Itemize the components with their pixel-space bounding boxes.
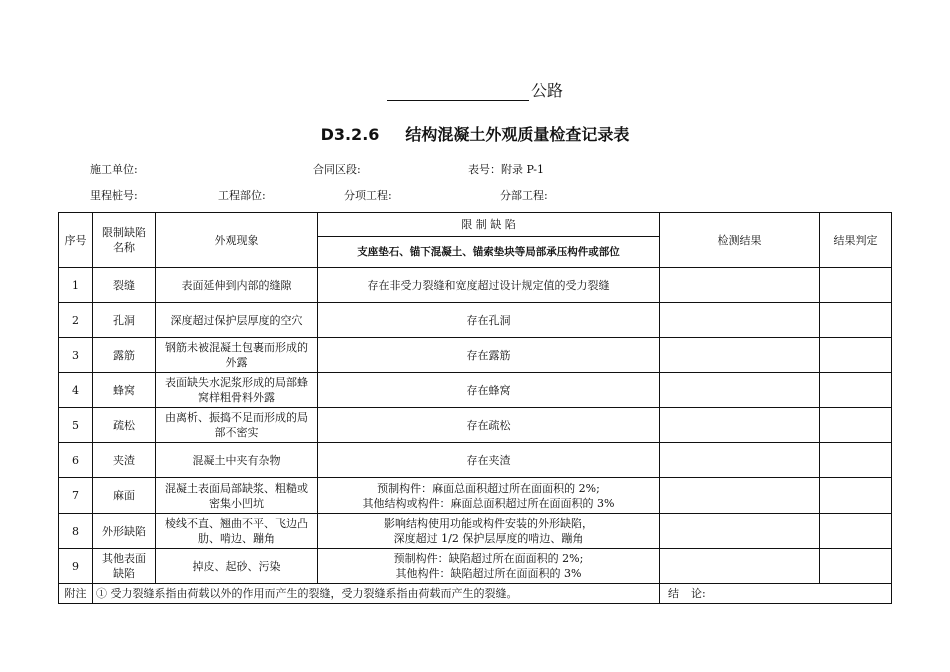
table-row	[59, 338, 892, 373]
row-appearance-line: 混凝土表面局部缺浆、粗糙或	[165, 481, 308, 495]
form-name: 结构混凝土外观质量检查记录表	[405, 125, 630, 144]
row-judgment-input[interactable]	[820, 443, 892, 478]
chainage-label: 里程桩号:	[90, 189, 138, 202]
row-limit-line: 存在露筋	[466, 348, 511, 362]
row-defect-name-line: 疏松	[113, 418, 135, 432]
row-result-input[interactable]	[660, 549, 820, 584]
footer-note: ① 受力裂缝系指由荷载以外的作用而产生的裂缝，受力裂缝系指由荷载而产生的裂缝。	[93, 584, 660, 604]
row-result-input[interactable]	[660, 408, 820, 443]
row-appearance-line: 表面缺失水泥浆形成的局部蜂	[165, 376, 308, 389]
row-limit-line: 其他结构或构件：麻面总面积超过所在面面积的 3%	[362, 496, 615, 510]
row-result-input[interactable]	[660, 303, 820, 338]
row-appearance-line: 深度超过保护层厚度的空穴	[170, 313, 303, 327]
row-appearance	[156, 408, 318, 443]
conclusion-cell[interactable]	[660, 584, 892, 604]
row-limit	[318, 478, 660, 514]
inspection-table	[58, 212, 892, 604]
row-defect-name	[93, 268, 156, 303]
row-defect-name-line: 裂缝	[113, 278, 135, 292]
row-limit-line: 影响结构使用功能或构件安装的外形缺陷，	[384, 517, 593, 530]
row-limit-line: 存在蜂窝	[466, 383, 511, 397]
row-limit	[318, 514, 660, 549]
division-label: 分部工程:	[500, 189, 548, 202]
header-limit-sub: 支座垫石、锚下混凝土、锚索垫块等局部承压构件或部位	[318, 237, 660, 268]
construction-unit-label: 施工单位:	[90, 163, 138, 176]
project-part-label: 工程部位:	[218, 189, 266, 202]
contract-section-label: 合同区段:	[313, 163, 361, 176]
row-seq: 3	[59, 338, 93, 373]
row-appearance	[156, 443, 318, 478]
header-judgment: 结果判定	[820, 213, 892, 268]
row-limit	[318, 303, 660, 338]
row-result-input[interactable]	[660, 338, 820, 373]
footer-label: 附注	[59, 584, 93, 604]
row-appearance	[156, 338, 318, 373]
row-defect-name-line: 蜂窝	[113, 383, 135, 397]
row-judgment-input[interactable]	[820, 514, 892, 549]
row-appearance	[156, 268, 318, 303]
row-seq: 4	[59, 373, 93, 408]
row-limit-line: 深度超过 1/2 保护层厚度的啃边、蹦角	[393, 532, 584, 545]
row-defect-name-line: 夹渣	[113, 453, 135, 467]
road-name-blank[interactable]	[387, 82, 529, 101]
row-defect-name	[93, 373, 156, 408]
row-limit	[318, 373, 660, 408]
row-result-input[interactable]	[660, 373, 820, 408]
row-appearance	[156, 478, 318, 514]
row-defect-name-line: 其他表面	[102, 552, 146, 565]
row-appearance-line: 表面延伸到内部的缝隙	[181, 278, 292, 292]
header-defect-line1: 限制缺陷	[102, 226, 146, 239]
header-result: 检测结果	[660, 213, 820, 268]
header-appearance: 外观现象	[156, 213, 318, 268]
header-seq: 序号	[59, 213, 93, 268]
row-seq: 1	[59, 268, 93, 303]
table-row	[59, 268, 892, 303]
row-appearance-line: 部不密实	[214, 426, 259, 439]
table-row	[59, 303, 892, 338]
table-row	[59, 443, 892, 478]
row-appearance-line: 棱线不直、翘曲不平、飞边凸	[165, 517, 308, 530]
row-judgment-input[interactable]	[820, 408, 892, 443]
row-appearance-line: 肋、啃边、蹦角	[198, 532, 275, 545]
row-seq: 2	[59, 303, 93, 338]
row-result-input[interactable]	[660, 478, 820, 514]
form-code: D3.2.6	[320, 125, 380, 144]
row-judgment-input[interactable]	[820, 338, 892, 373]
row-limit-line: 存在夹渣	[466, 453, 511, 467]
table-row	[59, 373, 892, 408]
conclusion-label: 结	[668, 587, 679, 600]
row-defect-name-line: 露筋	[113, 348, 135, 362]
row-limit-line: 存在非受力裂缝和宽度超过设计规定值的受力裂缝	[367, 278, 610, 292]
row-seq: 5	[59, 408, 93, 443]
row-appearance-line: 窝样粗骨料外露	[198, 391, 275, 404]
row-defect-name	[93, 478, 156, 514]
row-appearance-line: 外露	[225, 356, 248, 369]
row-defect-name-line: 缺陷	[113, 567, 135, 580]
row-seq: 9	[59, 549, 93, 584]
row-limit-line: 其他构件：缺陷超过所在面面积的 3%	[395, 567, 582, 580]
form-number: 表号：附录 P-1	[468, 163, 545, 176]
conclusion-label-2: 论:	[691, 587, 706, 600]
row-limit-line: 预制构件：麻面总面积超过所在面面积的 2%;	[377, 481, 600, 495]
table-row	[59, 408, 892, 443]
row-seq: 8	[59, 514, 93, 549]
row-defect-name	[93, 408, 156, 443]
row-defect-name	[93, 338, 156, 373]
row-limit	[318, 408, 660, 443]
row-limit	[318, 338, 660, 373]
row-judgment-input[interactable]	[820, 478, 892, 514]
row-appearance	[156, 514, 318, 549]
road-suffix: 公路	[530, 81, 563, 100]
header-limit: 限 制 缺 陷	[318, 213, 660, 237]
row-limit-line: 存在疏松	[466, 418, 511, 432]
row-limit	[318, 443, 660, 478]
table-row	[59, 549, 892, 584]
row-defect-name-line: 麻面	[113, 489, 135, 502]
row-appearance	[156, 373, 318, 408]
row-seq: 7	[59, 478, 93, 514]
row-judgment-input[interactable]	[820, 303, 892, 338]
header-defect-line2: 名称	[113, 241, 135, 254]
row-defect-name-line: 外形缺陷	[102, 524, 146, 538]
row-defect-name	[93, 514, 156, 549]
row-limit	[318, 268, 660, 303]
table-row	[59, 514, 892, 549]
row-limit-line: 预制构件：缺陷超过所在面面积的 2%;	[393, 552, 584, 565]
row-appearance-line: 掉皮、起砂、污染	[192, 559, 281, 573]
row-appearance-line: 钢筋未被混凝土包裹而形成的	[165, 341, 308, 354]
row-defect-name	[93, 443, 156, 478]
row-appearance-line: 混凝土中夹有杂物	[192, 453, 281, 467]
row-appearance	[156, 549, 318, 584]
form-title	[0, 122, 950, 145]
table-row	[59, 478, 892, 514]
row-appearance	[156, 303, 318, 338]
row-defect-name	[93, 303, 156, 338]
row-seq: 6	[59, 443, 93, 478]
row-result-input[interactable]	[660, 268, 820, 303]
sub-item-label: 分项工程:	[344, 189, 392, 202]
row-appearance-line: 密集小凹坑	[209, 496, 264, 510]
row-defect-name-line: 孔洞	[113, 313, 135, 327]
row-appearance-line: 由离析、振捣不足而形成的局	[165, 411, 308, 424]
row-judgment-input[interactable]	[820, 373, 892, 408]
row-defect-name	[93, 549, 156, 584]
road-name-line	[0, 78, 950, 101]
row-result-input[interactable]	[660, 443, 820, 478]
row-judgment-input[interactable]	[820, 549, 892, 584]
header-defect-name	[93, 213, 156, 268]
row-judgment-input[interactable]	[820, 268, 892, 303]
row-limit	[318, 549, 660, 584]
row-result-input[interactable]	[660, 514, 820, 549]
row-limit-line: 存在孔洞	[466, 313, 511, 327]
